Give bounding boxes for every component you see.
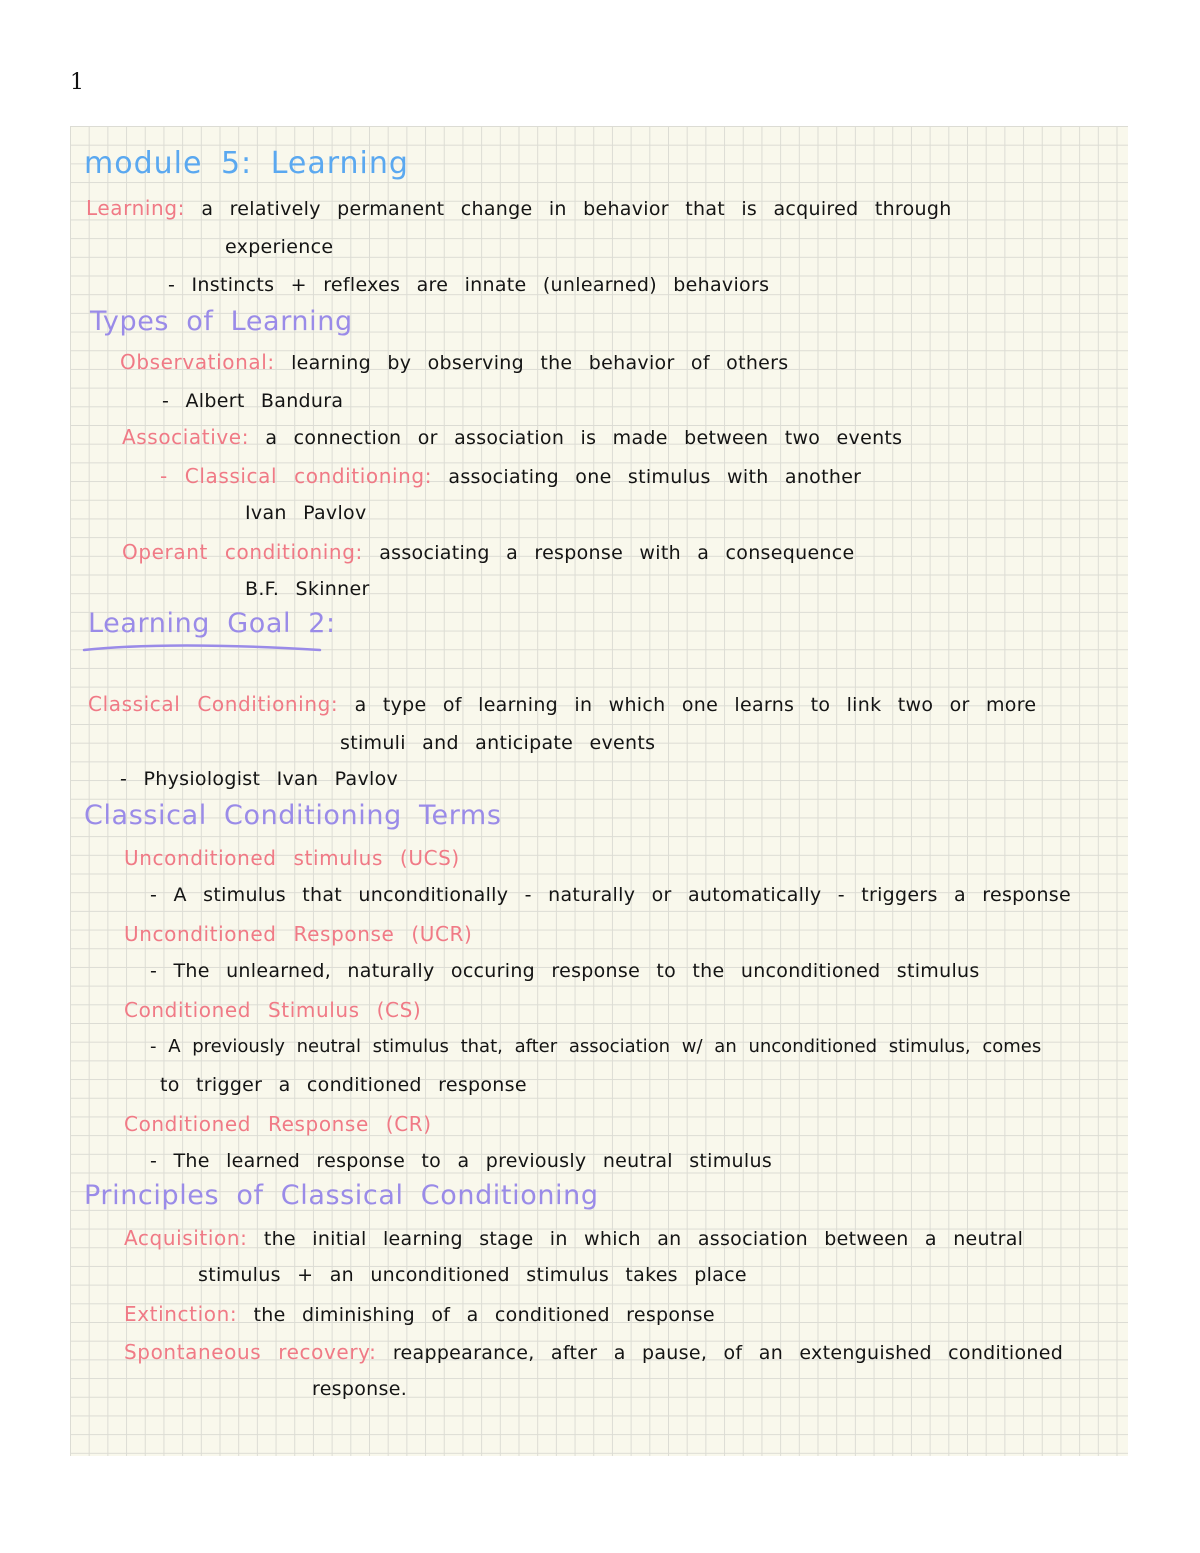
operant-definition: associating a response with a consequence bbox=[379, 542, 855, 564]
ucs-definition: - A stimulus that unconditionally - naturally or automatically - triggers a response bbox=[150, 884, 1071, 906]
page-number: 1 bbox=[70, 70, 84, 95]
acquisition-term: Acquisition: bbox=[124, 1226, 248, 1250]
associative-term: Associative: bbox=[122, 425, 250, 449]
page-title: module 5: Learning bbox=[84, 146, 409, 181]
observational-definition: learning by observing the behavior of others bbox=[291, 352, 789, 374]
acquisition-definition: the initial learning stage in which an association between a neutral bbox=[263, 1228, 1024, 1250]
principles-heading: Principles of Classical Conditioning bbox=[84, 1180, 599, 1211]
classical-sub-line bbox=[160, 464, 861, 488]
ucr-term: Unconditioned Response (UCR) bbox=[124, 922, 473, 946]
skinner-note: B.F. Skinner bbox=[245, 578, 370, 600]
acquisition-line bbox=[124, 1226, 1023, 1250]
instincts-note: - Instincts + reflexes are innate (unlearned) behaviors bbox=[168, 274, 770, 296]
goal-underline bbox=[82, 640, 322, 656]
cs-definition-cont: to trigger a conditioned response bbox=[160, 1074, 527, 1096]
classical-sub-term: - Classical conditioning: bbox=[160, 464, 433, 488]
pavlov-note: Ivan Pavlov bbox=[245, 502, 367, 524]
types-of-learning-heading: Types of Learning bbox=[90, 306, 353, 337]
learning-definition: a relatively permanent change in behavior that is acquired through bbox=[201, 198, 952, 220]
classical-conditioning-term: Classical Conditioning: bbox=[88, 692, 339, 716]
operant-line bbox=[122, 540, 855, 564]
operant-term: Operant conditioning: bbox=[122, 540, 363, 564]
classical-conditioning-definition: a type of learning in which one learns to link two or more bbox=[354, 694, 1037, 716]
recovery-definition: reappearance, after a pause, of an extenguished conditioned bbox=[392, 1342, 1064, 1364]
cr-term: Conditioned Response (CR) bbox=[124, 1112, 432, 1136]
associative-line bbox=[122, 425, 902, 449]
classical-sub-definition: associating one stimulus with another bbox=[448, 466, 862, 488]
ucs-term: Unconditioned stimulus (UCS) bbox=[124, 846, 460, 870]
ucr-definition: - The unlearned, naturally occuring response to the unconditioned stimulus bbox=[150, 960, 980, 982]
classical-conditioning-line bbox=[88, 692, 1036, 716]
acquisition-definition-cont: stimulus + an unconditioned stimulus takes place bbox=[198, 1264, 747, 1286]
physiologist-note: - Physiologist Ivan Pavlov bbox=[120, 768, 399, 790]
recovery-definition-cont: response. bbox=[312, 1378, 408, 1400]
learning-definition-line bbox=[86, 196, 952, 220]
classical-conditioning-definition-cont: stimuli and anticipate events bbox=[340, 732, 656, 754]
bandura-note: - Albert Bandura bbox=[162, 390, 344, 412]
observational-term: Observational: bbox=[120, 350, 275, 374]
recovery-line bbox=[124, 1340, 1063, 1364]
observational-line bbox=[120, 350, 788, 374]
extinction-term: Extinction: bbox=[124, 1302, 238, 1326]
cc-terms-heading: Classical Conditioning Terms bbox=[84, 800, 502, 831]
associative-definition: a connection or association is made between two events bbox=[265, 427, 903, 449]
recovery-term: Spontaneous recovery: bbox=[124, 1340, 377, 1364]
cs-definition: - A previously neutral stimulus that, after association w/ an unconditioned stimulus, comes bbox=[150, 1036, 1042, 1057]
extinction-line bbox=[124, 1302, 715, 1326]
cr-definition: - The learned response to a previously neutral stimulus bbox=[150, 1150, 773, 1172]
learning-goal-heading: Learning Goal 2: bbox=[88, 608, 336, 639]
extinction-definition: the diminishing of a conditioned response bbox=[253, 1304, 715, 1326]
learning-definition-cont: experience bbox=[225, 236, 334, 258]
learning-term: Learning: bbox=[86, 196, 185, 220]
cs-term: Conditioned Stimulus (CS) bbox=[124, 998, 422, 1022]
